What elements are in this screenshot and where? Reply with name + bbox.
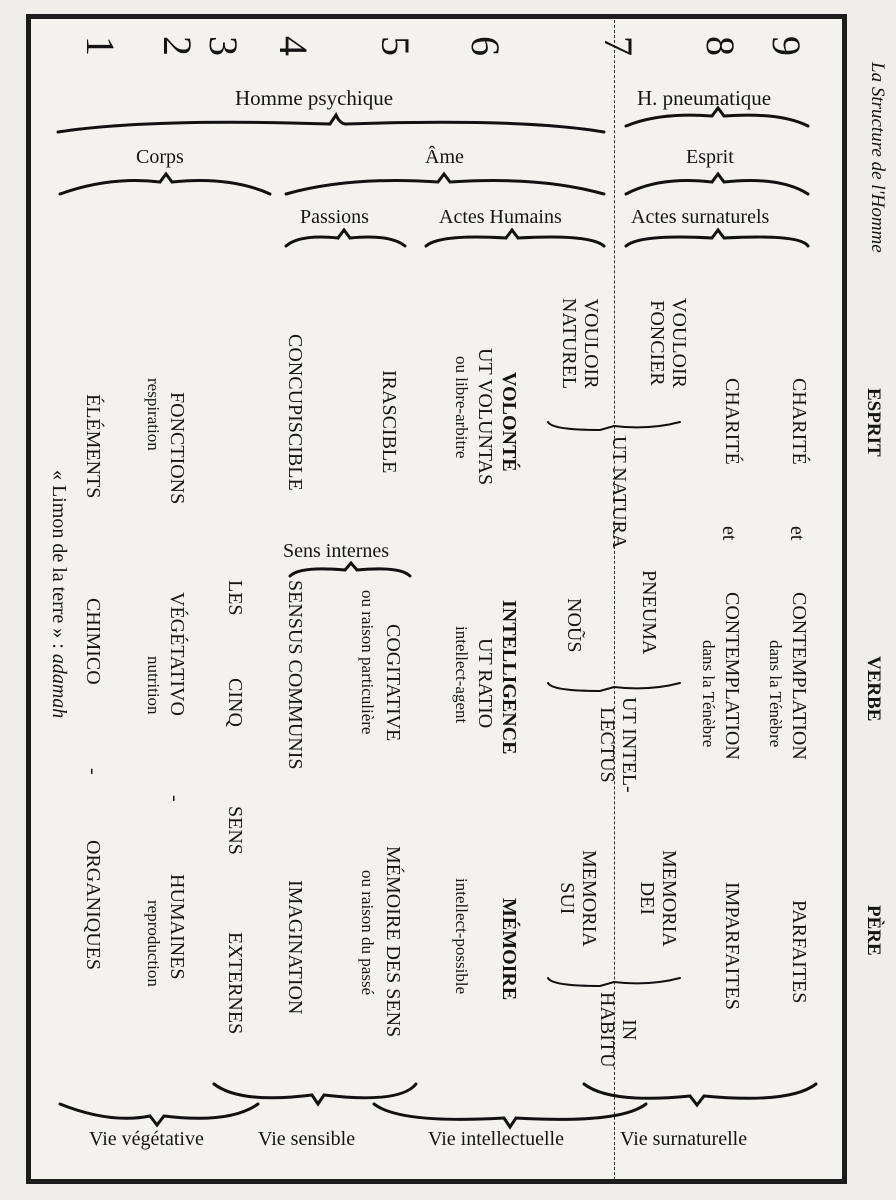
col7-in-habitu: IN HABITU — [596, 992, 640, 1068]
col5-cogitative-sub: ou raison particulière — [358, 590, 377, 735]
col6-intellect-possible: intellect-possible — [452, 878, 471, 995]
col-number-9: 9 — [764, 36, 809, 56]
col8-et: et — [718, 526, 740, 541]
header-homme-psychique: Homme psychique — [235, 86, 394, 110]
header-homme-pneumatique: H. pneumatique — [637, 86, 772, 110]
footer-vie-sensible: Vie sensible — [258, 1128, 356, 1150]
col2-reproduction: reproduction — [144, 900, 163, 987]
col9-parfaites: PARFAITES — [788, 900, 810, 1004]
col7-vouloir-naturel: VOULOIR NATUREL — [558, 298, 602, 390]
col5-cogitative: COGITATIVE — [382, 624, 404, 742]
col9-charite: CHARITÉ — [788, 378, 810, 465]
col9-contemplation-sub: dans la Ténèbre — [766, 640, 785, 748]
col2-humaines: HUMAINES — [166, 874, 188, 980]
col8-imparfaites: IMPARFAITES — [721, 882, 743, 1010]
col3-sens: SENS — [224, 806, 246, 855]
col5-irascible: IRASCIBLE — [378, 370, 400, 474]
col9-et: et — [786, 526, 808, 541]
col1-dash: - — [82, 768, 104, 775]
footer-vie-surnaturelle: Vie surnaturelle — [620, 1128, 748, 1150]
side-label-verbe: VERBE — [863, 656, 884, 722]
col6-intelligence: INTELLIGENCE — [498, 600, 520, 755]
col6-ut-ratio: UT RATIO — [474, 638, 496, 729]
col7-memoria-sui: MEMORIA SUI — [556, 850, 600, 947]
col6-volonte: VOLONTÉ — [498, 372, 520, 472]
col-number-7: 7 — [596, 36, 641, 56]
footer-vie-intellectuelle: Vie intellectuelle — [428, 1128, 564, 1150]
col-number-3: 3 — [201, 36, 246, 56]
side-label-pere: PÈRE — [863, 905, 884, 956]
col1-chimico: CHIMICO — [82, 598, 104, 685]
col7-nous: NOŨS — [563, 598, 585, 653]
side-label-esprit: ESPRIT — [863, 388, 884, 457]
col5-memoire-sens: MÉMOIRE DES SENS — [382, 846, 404, 1038]
col3-externes: EXTERNES — [224, 932, 246, 1035]
col4-imagination: IMAGINATION — [284, 880, 306, 1015]
col-number-6: 6 — [463, 36, 508, 56]
col7-ut-intellectus: UT INTEL- LECTUS — [596, 697, 640, 793]
col1-limon: « Limon de la terre » : adamah — [48, 470, 70, 719]
col3-les: LES — [224, 580, 246, 616]
col8-charite: CHARITÉ — [721, 378, 743, 465]
page-title: La Structure de l'Homme — [867, 62, 888, 253]
col6-memoire: MÉMOIRE — [498, 898, 520, 1001]
col8-contemplation: CONTEMPLATION — [721, 592, 743, 760]
col2-nutrition: nutrition — [144, 656, 163, 715]
header-actes-surnaturels: Actes surnaturels — [631, 206, 770, 228]
col2-respiration: respiration — [144, 378, 163, 451]
header-esprit: Esprit — [686, 146, 734, 168]
col7-memoria-dei: MEMORIA DEI — [636, 850, 680, 947]
col-number-5: 5 — [373, 36, 418, 56]
col4-sens-internes: Sens internes — [283, 540, 390, 562]
col8-contemplation-sub: dans la Ténèbre — [699, 640, 718, 748]
col3-cinq: CINQ — [224, 678, 246, 727]
col9-contemplation: CONTEMPLATION — [788, 592, 810, 760]
header-actes-humains: Actes Humains — [439, 206, 562, 228]
col-number-8: 8 — [698, 36, 743, 56]
header-passions: Passions — [300, 206, 369, 228]
col6-intellect-agent: intellect-agent — [452, 626, 471, 724]
col-number-2: 2 — [155, 36, 200, 56]
footer-vie-vegetative: Vie végétative — [89, 1128, 204, 1150]
col6-libre-arbitre: ou libre-arbitre — [452, 356, 471, 459]
header-ame: Âme — [425, 146, 464, 168]
col2-dash: - — [164, 795, 186, 802]
col5-memoire-sens-sub: ou raison du passé — [358, 870, 377, 996]
col2-vegetativo: VÉGÉTATIVO — [166, 592, 188, 716]
col1-organiques: ORGANIQUES — [82, 840, 104, 970]
col4-sensus-communis: SENSUS COMMUNIS — [284, 580, 306, 770]
col2-fonctions: FONCTIONS — [166, 392, 188, 505]
col6-ut-voluntas: UT VOLUNTAS — [474, 348, 496, 486]
col7-vouloir-foncier: VOULOIR FONCIER — [646, 298, 690, 388]
col1-elements: ÉLÉMENTS — [82, 394, 104, 499]
col7-pneuma: PNEUMA — [638, 570, 660, 655]
col4-concupiscible: CONCUPISCIBLE — [284, 334, 306, 491]
col7-ut-natura: UT NATURA — [608, 436, 630, 549]
col-number-1: 1 — [78, 36, 123, 56]
header-corps: Corps — [136, 146, 184, 168]
col-number-4: 4 — [271, 36, 316, 56]
